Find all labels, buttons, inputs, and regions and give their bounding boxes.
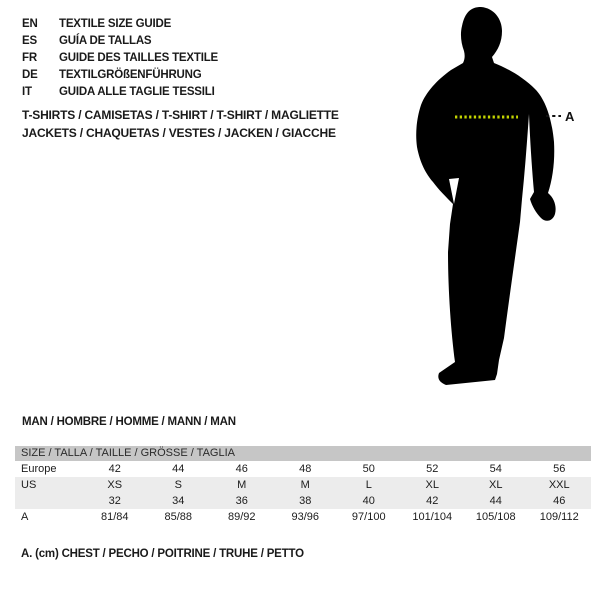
man-silhouette: [416, 7, 555, 385]
table-cell: 44: [489, 495, 502, 507]
table-cell: 52: [426, 463, 439, 475]
language-label: GUIDE DES TAILLES TEXTILE: [59, 52, 218, 64]
table-cell: 46: [553, 495, 566, 507]
table-cell: 34: [172, 495, 185, 507]
table-cell: L: [365, 479, 372, 491]
size-table: [15, 446, 591, 525]
language-code: DE: [22, 69, 38, 81]
table-cell: S: [174, 479, 182, 491]
table-row-chest-a: [15, 509, 591, 525]
category-line-jackets: JACKETS / CHAQUETAS / VESTES / JACKEN / GIACCHE: [22, 125, 336, 140]
row-label: A: [21, 511, 29, 523]
table-cell: 40: [362, 495, 375, 507]
language-code: EN: [22, 18, 38, 30]
section-title-man: MAN / HOMBRE / HOMME / MANN / MAN: [22, 416, 236, 428]
table-cell: M: [300, 479, 310, 491]
table-cell: 48: [299, 463, 312, 475]
row-label: Europe: [21, 463, 57, 475]
table-cell: XL: [425, 479, 439, 491]
table-row-us: [15, 477, 591, 493]
table-cell: 32: [108, 495, 121, 507]
table-cell: XS: [107, 479, 123, 491]
measure-label-a: A: [565, 109, 575, 124]
row-label: US: [21, 479, 37, 491]
language-code: ES: [22, 35, 37, 47]
table-cell: 85/88: [164, 511, 193, 523]
language-label: GUIDA ALLE TAGLIE TESSILI: [59, 86, 215, 98]
table-cell: 42: [426, 495, 439, 507]
table-cell: 109/112: [539, 511, 579, 523]
category-line-tshirts: T-SHIRTS / CAMISETAS / T-SHIRT / T-SHIRT / MAGLIETTE: [22, 108, 339, 122]
table-cell: XL: [489, 479, 503, 491]
table-cell: XXL: [548, 479, 570, 491]
language-label: TEXTILE SIZE GUIDE: [59, 18, 172, 30]
table-row-us-numeric: [15, 493, 591, 509]
table-cell: 105/108: [475, 511, 516, 523]
table-cell: 54: [489, 463, 502, 475]
table-cell: 81/84: [100, 511, 129, 523]
table-cell: 97/100: [351, 511, 386, 523]
size-table-header: SIZE / TALLA / TAILLE / GRÖSSE / TAGLIA: [15, 446, 591, 461]
language-code: IT: [22, 86, 32, 98]
table-cell: 101/104: [412, 511, 453, 523]
table-cell: 44: [172, 463, 185, 475]
table-cell: 93/96: [291, 511, 320, 523]
table-cell: 42: [108, 463, 121, 475]
table-cell: 50: [362, 463, 375, 475]
table-cell: 89/92: [227, 511, 256, 523]
language-code: FR: [22, 52, 37, 64]
table-cell: 36: [235, 495, 248, 507]
language-label: TEXTILGRÖßENFÜHRUNG: [59, 69, 202, 81]
table-cell: 38: [299, 495, 312, 507]
measurement-note: A. (cm) CHEST / PECHO / POITRINE / TRUHE / PETTO: [21, 548, 304, 560]
table-cell: M: [237, 479, 247, 491]
table-cell: 56: [553, 463, 566, 475]
table-row-europe: [15, 461, 591, 477]
language-label: GUÍA DE TALLAS: [59, 35, 152, 47]
table-cell: 46: [235, 463, 248, 475]
